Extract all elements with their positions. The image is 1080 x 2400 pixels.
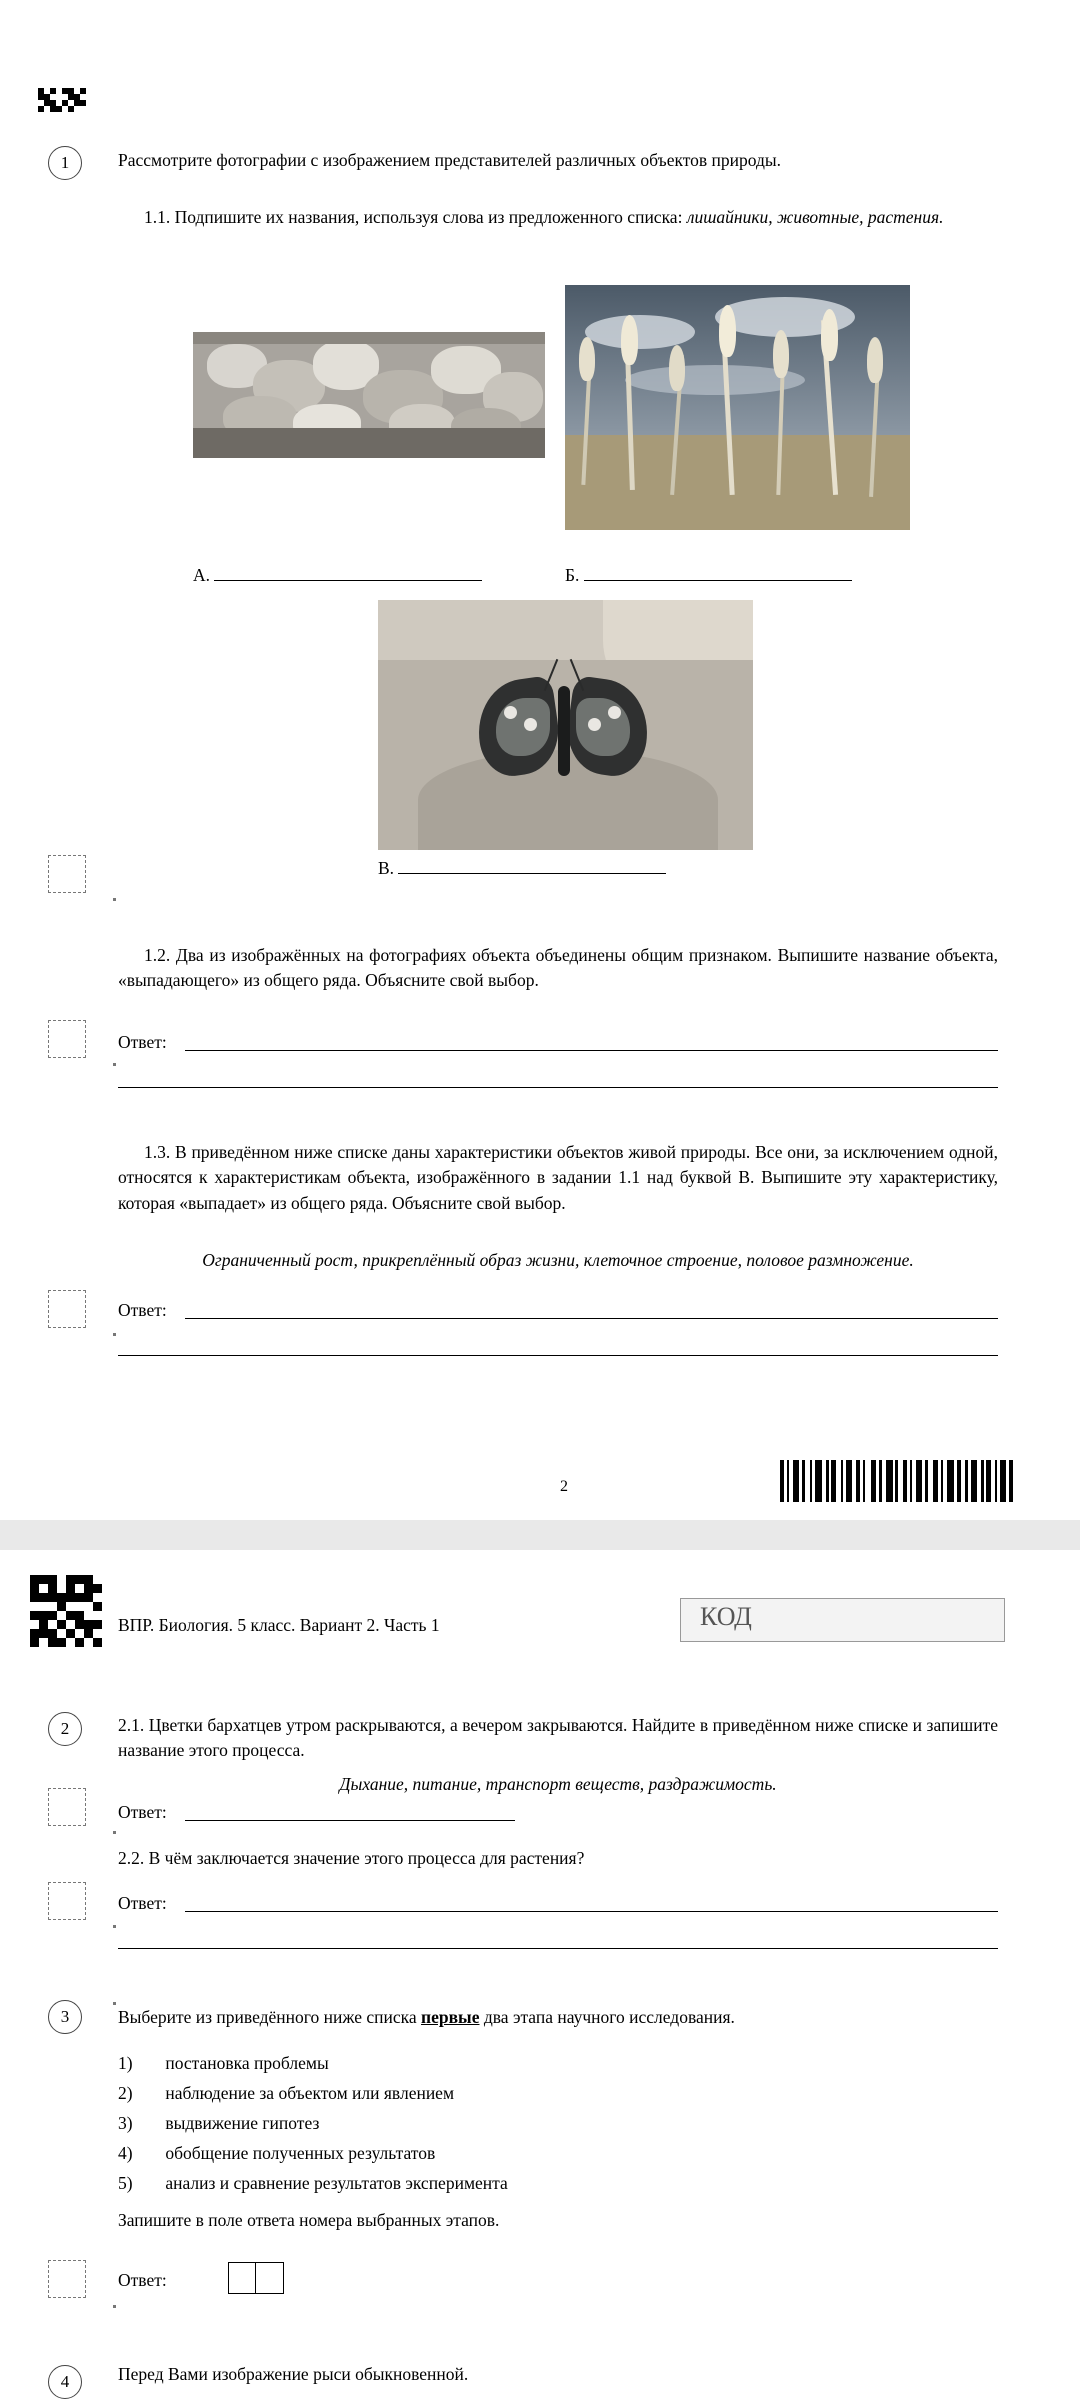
score-box-1-2[interactable] [48, 1020, 86, 1058]
answer-cell-1[interactable] [229, 2263, 256, 2293]
answer-cell-2[interactable] [256, 2263, 283, 2293]
caption-a-blank[interactable] [214, 566, 482, 581]
barcode [780, 1460, 1033, 1502]
task3-option-4-num: 4) [118, 2143, 133, 2163]
task-number-1: 1 [48, 146, 82, 180]
page-separator [0, 1520, 1080, 1550]
document-header: ВПР. Биология. 5 класс. Вариант 2. Часть 1 [118, 1615, 440, 1635]
score-dot-7 [113, 2305, 116, 2308]
task1-intro: Рассмотрите фотографии с изображением представителей различных объектов природы. [118, 150, 782, 170]
task3-answer-cells[interactable] [228, 2262, 284, 2294]
photo-b-wheat [565, 285, 910, 530]
task2-sub1-list: Дыхание, питание, транспорт веществ, раздражимость. [339, 1774, 777, 1794]
photo-c-butterfly [378, 600, 753, 850]
task3-option-2-text: наблюдение за объектом или явлением [165, 2083, 455, 2103]
caption-b [565, 565, 852, 586]
score-dot-2 [113, 1063, 116, 1066]
task1-sub2-answer-line-1[interactable] [185, 1050, 998, 1051]
task1-sub3-answer-line-2[interactable] [118, 1355, 998, 1356]
task1-sub1-italic: лишайники, животные, растения. [686, 207, 944, 227]
page-marker-qr-icon [38, 88, 86, 112]
score-dot-5 [113, 1925, 116, 1928]
task3-intro-pre: Выберите из приведённого ниже списка [118, 2007, 422, 2027]
score-box-1-1[interactable] [48, 855, 86, 893]
task3-option-5-num: 5) [118, 2173, 133, 2193]
task2-sub2: 2.2. В чём заключается значение этого процесса для растения? [118, 1848, 585, 1868]
photo-a-lichen [193, 300, 545, 480]
caption-b-blank[interactable] [584, 566, 852, 581]
code-label: КОД [700, 1602, 752, 1631]
page-number: 2 [560, 1478, 568, 1495]
task3-instruction: Запишите в поле ответа номера выбранных этапов. [118, 2210, 500, 2230]
task3-option-3 [118, 2113, 319, 2134]
task2-sub2-answer-line-1[interactable] [185, 1911, 998, 1912]
task3-option-4-text: обобщение полученных результатов [165, 2143, 436, 2163]
caption-c-label: В. [378, 858, 395, 878]
score-dot-1 [113, 898, 116, 901]
task2-sub1-answer-label: Ответ: [118, 1802, 167, 1822]
task1-sub3-answer-label: Ответ: [118, 1300, 167, 1320]
task1-sub1-pre: 1.1. Подпишите их названия, используя слова из предложенного списка: [144, 207, 687, 227]
task4-intro: Перед Вами изображение рыси обыкновенной. [118, 2364, 469, 2384]
task2-sub1: 2.1. Цветки бархатцев утром раскрываются, а вечером закрываются. Найдите в приведённом ниже списке и запишите название этого процесса. [118, 1715, 998, 1761]
score-dot-4 [113, 1831, 116, 1834]
score-box-3[interactable] [48, 2260, 86, 2298]
score-dot-6 [113, 2002, 116, 2005]
task1-sub2-answer-label: Ответ: [118, 1032, 167, 1052]
task2-sub1-answer-line[interactable] [185, 1820, 515, 1821]
score-box-1-3[interactable] [48, 1290, 86, 1328]
task3-option-5-text: анализ и сравнение результатов эксперимента [165, 2173, 508, 2193]
task1-sub2-answer-line-2[interactable] [118, 1087, 998, 1088]
task1-sub3-list: Ограниченный рост, прикреплённый образ жизни, клеточное строение, половое размножение. [202, 1250, 914, 1270]
task3-option-4 [118, 2143, 435, 2164]
task3-option-2-num: 2) [118, 2083, 133, 2103]
task-number-3: 3 [48, 2000, 82, 2034]
task-number-4: 4 [48, 2365, 82, 2399]
qr-code-icon [30, 1575, 102, 1647]
task3-intro-post: два этапа научного исследования. [479, 2007, 735, 2027]
caption-b-label: Б. [565, 565, 580, 585]
task1-sub3: 1.3. В приведённом ниже списке даны характеристики объектов живой природы. Все они, за исключением одной, относятся к характеристикам объекта, изображённого в задании 1.1 над буквой В. Выпишите эту характеристику, которая «выпадает» из общего ряда. Объясните свой выбор. [118, 1142, 998, 1213]
task3-option-2 [118, 2083, 454, 2104]
task3-option-3-num: 3) [118, 2113, 133, 2133]
caption-a-label: А. [193, 565, 211, 585]
task3-option-3-text: выдвижение гипотез [165, 2113, 320, 2133]
page-2 [0, 1550, 1080, 2400]
task3-option-1 [118, 2053, 329, 2074]
task3-intro-bold: первые [421, 2007, 480, 2027]
score-dot-3 [113, 1333, 116, 1336]
task3-option-5 [118, 2173, 508, 2194]
task1-sub1 [118, 205, 958, 230]
task2-sub2-answer-label: Ответ: [118, 1893, 167, 1913]
caption-a [193, 565, 482, 586]
task3-intro [118, 2005, 998, 2030]
score-box-2-2[interactable] [48, 1882, 86, 1920]
task2-sub2-answer-line-2[interactable] [118, 1948, 998, 1949]
task3-option-1-num: 1) [118, 2053, 133, 2073]
task1-sub2: 1.2. Два из изображённых на фотографиях объекта объединены общим признаком. Выпишите название объекта, «выпадающего» из общего ряда. Объясните свой выбор. [118, 945, 998, 991]
task3-answer-label: Ответ: [118, 2270, 167, 2290]
task-number-2: 2 [48, 1712, 82, 1746]
caption-c [378, 858, 666, 879]
score-box-2-1[interactable] [48, 1788, 86, 1826]
task3-option-1-text: постановка проблемы [165, 2053, 329, 2073]
task1-sub3-answer-line-1[interactable] [185, 1318, 998, 1319]
caption-c-blank[interactable] [398, 859, 666, 874]
